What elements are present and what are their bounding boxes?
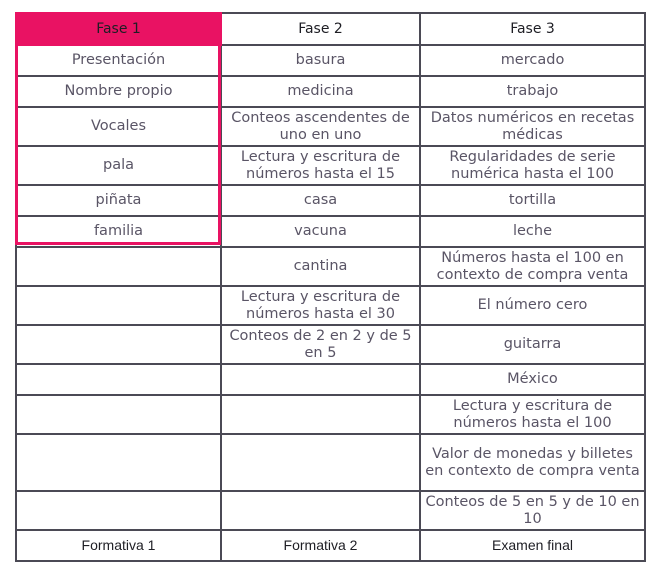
footer-row xyxy=(16,530,645,561)
table-cell: Lectura y escritura de números hasta el 30 xyxy=(221,286,420,325)
table-cell: Valor de monedas y billetes en contexto de compra venta xyxy=(420,434,645,491)
table-cell xyxy=(221,395,420,434)
table-cell xyxy=(16,395,221,434)
table-cell: leche xyxy=(420,216,645,247)
table-cell xyxy=(221,491,420,530)
table-row xyxy=(16,146,645,185)
table-cell xyxy=(16,325,221,364)
table-row xyxy=(16,185,645,216)
table-cell: trabajo xyxy=(420,76,645,107)
table-cell: guitarra xyxy=(420,325,645,364)
table-row xyxy=(16,434,645,491)
header-fase-2: Fase 2 xyxy=(221,13,420,45)
table-cell xyxy=(16,247,221,286)
table-row xyxy=(16,395,645,434)
table-cell: Vocales xyxy=(16,107,221,146)
table-cell: Conteos de 2 en 2 y de 5 en 5 xyxy=(221,325,420,364)
table-cell xyxy=(16,491,221,530)
table-row xyxy=(16,216,645,247)
table-cell: tortilla xyxy=(420,185,645,216)
phase-table-container xyxy=(15,12,644,562)
table-cell: piñata xyxy=(16,185,221,216)
table-cell: Regularidades de serie numérica hasta el 100 xyxy=(420,146,645,185)
table-cell xyxy=(16,286,221,325)
table-cell: Lectura y escritura de números hasta el 15 xyxy=(221,146,420,185)
header-fase-1: Fase 1 xyxy=(16,13,221,45)
table-cell: Nombre propio xyxy=(16,76,221,107)
table-cell: basura xyxy=(221,45,420,76)
table-cell: México xyxy=(420,364,645,395)
table-row xyxy=(16,286,645,325)
table-row xyxy=(16,364,645,395)
table-cell: Conteos ascendentes de uno en uno xyxy=(221,107,420,146)
table-cell: El número cero xyxy=(420,286,645,325)
table-row xyxy=(16,325,645,364)
table-cell: vacuna xyxy=(221,216,420,247)
table-cell: Datos numéricos en recetas médicas xyxy=(420,107,645,146)
table-row xyxy=(16,45,645,76)
table-cell: medicina xyxy=(221,76,420,107)
table-cell: familia xyxy=(16,216,221,247)
header-row xyxy=(16,13,645,45)
table-row xyxy=(16,491,645,530)
footer-fase-1: Formativa 1 xyxy=(16,530,221,561)
table-row xyxy=(16,76,645,107)
table-cell xyxy=(221,434,420,491)
table-cell: pala xyxy=(16,146,221,185)
table-cell: Presentación xyxy=(16,45,221,76)
table-cell: Números hasta el 100 en contexto de compra venta xyxy=(420,247,645,286)
table-row xyxy=(16,107,645,146)
table-cell: Lectura y escritura de números hasta el 100 xyxy=(420,395,645,434)
table-cell: mercado xyxy=(420,45,645,76)
table-cell: cantina xyxy=(221,247,420,286)
table-cell xyxy=(16,434,221,491)
table-cell xyxy=(16,364,221,395)
footer-fase-3: Examen final xyxy=(420,530,645,561)
header-fase-3: Fase 3 xyxy=(420,13,645,45)
footer-fase-2: Formativa 2 xyxy=(221,530,420,561)
table-cell: casa xyxy=(221,185,420,216)
table-cell: Conteos de 5 en 5 y de 10 en 10 xyxy=(420,491,645,530)
table-cell xyxy=(221,364,420,395)
table-row xyxy=(16,247,645,286)
phase-table xyxy=(15,12,646,562)
